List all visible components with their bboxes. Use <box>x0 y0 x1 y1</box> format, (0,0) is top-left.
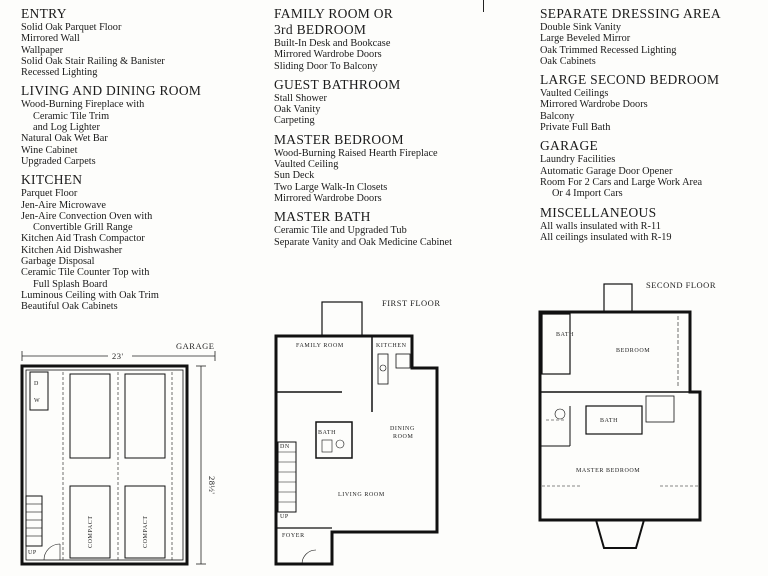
list-item: Carpeting <box>274 115 315 127</box>
living-room-label: LIVING ROOM <box>338 492 385 498</box>
section-title: LIVING AND DINING ROOM <box>21 83 202 99</box>
section-title: MISCELLANEOUS <box>540 204 657 220</box>
list-item: Oak Vanity <box>274 104 321 116</box>
list-item: Solid Oak Stair Railing & Banister <box>21 55 165 67</box>
list-item: Sliding Door To Balcony <box>274 60 378 72</box>
stair-up-label: UP <box>28 550 37 556</box>
list-item: Automatic Garage Door Opener <box>540 165 673 177</box>
bath-label: BATH <box>318 430 337 436</box>
list-item: Ceramic Tile and Upgraded Tub <box>274 225 407 237</box>
stair-up-label: UP <box>280 514 289 520</box>
list-item: Wine Cabinet <box>21 144 78 156</box>
compact-label-1: COMPACT <box>88 515 94 548</box>
list-item: Parquet Floor <box>21 188 78 200</box>
second-floor-title: SECOND FLOOR <box>646 280 716 290</box>
section-miscellaneous <box>540 205 766 244</box>
washer-label: W <box>34 398 41 404</box>
list-item: Sun Deck <box>274 170 315 182</box>
list-item: Vaulted Ceiling <box>274 159 339 171</box>
section-garage <box>540 138 766 199</box>
dryer-label: D <box>34 381 39 387</box>
list-item: Two Large Walk-In Closets <box>274 181 388 193</box>
list-item: Jen-Aire Convection Oven with <box>21 210 153 222</box>
stair-dn-label: DN <box>280 444 290 450</box>
section-family-room <box>274 6 524 72</box>
family-room-label: FAMILY ROOM <box>296 343 344 349</box>
dining-label-2: ROOM <box>393 434 414 440</box>
list-item: Mirrored Wardrobe Doors <box>274 49 382 61</box>
list-item: Upgraded Carpets <box>21 155 96 167</box>
list-item: Stall Shower <box>274 92 327 104</box>
dining-label-1: DINING <box>390 426 415 432</box>
list-item: Laundry Facilities <box>540 154 616 166</box>
section-title: FAMILY ROOM OR <box>274 6 394 21</box>
foyer-label: FOYER <box>282 533 305 539</box>
section-title: KITCHEN <box>21 172 83 188</box>
list-item: Wood-Burning Fireplace with <box>21 99 145 111</box>
list-item: All ceilings insulated with R-19 <box>540 231 672 243</box>
section-dressing-area <box>540 6 766 67</box>
list-item: Kitchen Aid Trash Compactor <box>21 233 145 245</box>
first-floor-plan <box>252 292 452 572</box>
list-item: Mirrored Wardrobe Doors <box>274 192 382 204</box>
list-item: Recessed Lighting <box>21 67 98 79</box>
list-item: Large Beveled Mirror <box>540 33 631 45</box>
list-item: Or 4 Import Cars <box>552 188 623 200</box>
compact-label-2: COMPACT <box>143 515 149 548</box>
list-item: Garbage Disposal <box>21 256 95 268</box>
first-floor-drawing <box>252 292 452 572</box>
column-left <box>21 6 261 318</box>
column-right <box>540 6 766 248</box>
list-item: Luminous Ceiling with Oak Trim <box>21 289 159 301</box>
section-title: ENTRY <box>21 6 67 21</box>
list-item: Oak Trimmed Recessed Lighting <box>540 44 677 56</box>
list-item: Wood-Burning Raised Hearth Fireplace <box>274 147 438 159</box>
second-floor-drawing <box>520 276 760 572</box>
column-middle <box>274 6 524 253</box>
list-item: Mirrored Wall <box>21 33 80 45</box>
master-bedroom-label: MASTER BEDROOM <box>576 468 641 474</box>
list-item: Convertible Grill Range <box>33 222 133 234</box>
section-master-bedroom <box>274 132 524 204</box>
list-item: Jen-Aire Microwave <box>21 199 106 211</box>
list-item: All walls insulated with R-11 <box>540 220 661 232</box>
section-living-dining <box>21 83 261 167</box>
section-kitchen <box>21 172 261 312</box>
list-item: Private Full Bath <box>540 122 611 134</box>
list-item: Balcony <box>540 110 575 122</box>
list-item: Natural Oak Wet Bar <box>21 133 108 145</box>
section-guest-bath <box>274 77 524 127</box>
list-item: and Log Lighter <box>33 122 100 134</box>
section-title: SEPARATE DRESSING AREA <box>540 6 721 21</box>
section-second-bedroom <box>540 72 766 133</box>
list-item: Ceramic Tile Trim <box>33 110 110 122</box>
section-title: MASTER BEDROOM <box>274 131 404 147</box>
section-title: 3rd BEDROOM <box>274 22 367 37</box>
first-floor-title: FIRST FLOOR <box>382 298 441 308</box>
list-item: Vaulted Ceilings <box>540 88 609 100</box>
list-item: Ceramic Tile Counter Top with <box>21 267 150 279</box>
list-item: Wallpaper <box>21 44 64 56</box>
list-item: Double Sink Vanity <box>540 22 622 33</box>
section-entry <box>21 6 261 78</box>
section-title: GARAGE <box>540 138 599 154</box>
kitchen-label: KITCHEN <box>376 343 407 349</box>
list-item: Mirrored Wardrobe Doors <box>540 99 648 111</box>
list-item: Room For 2 Cars and Large Work Area <box>540 176 703 188</box>
garage-plan <box>0 336 240 572</box>
bath-top-label: BATH <box>556 332 575 338</box>
list-item: Kitchen Aid Dishwasher <box>21 244 123 256</box>
width-dimension: 23' <box>112 351 124 361</box>
bedroom-label: BEDROOM <box>616 348 651 354</box>
list-item: Full Splash Board <box>33 278 108 290</box>
garage-plan-drawing <box>0 336 240 572</box>
list-item: Separate Vanity and Oak Medicine Cabinet <box>274 236 452 248</box>
section-title: GUEST BATHROOM <box>274 76 401 92</box>
list-item: Beautiful Oak Cabinets <box>21 301 118 313</box>
list-item: Solid Oak Parquet Floor <box>21 22 122 33</box>
list-item: Built-In Desk and Bookcase <box>274 38 391 49</box>
depth-dimension: 28½' <box>207 476 217 495</box>
second-floor-plan <box>520 276 760 572</box>
section-master-bath <box>274 209 524 248</box>
list-item: Oak Cabinets <box>540 55 596 67</box>
section-title: MASTER BATH <box>274 209 371 225</box>
garage-plan-title: GARAGE <box>176 341 215 351</box>
section-title: LARGE SECOND BEDROOM <box>540 72 720 88</box>
bath-mid-label: BATH <box>600 418 619 424</box>
